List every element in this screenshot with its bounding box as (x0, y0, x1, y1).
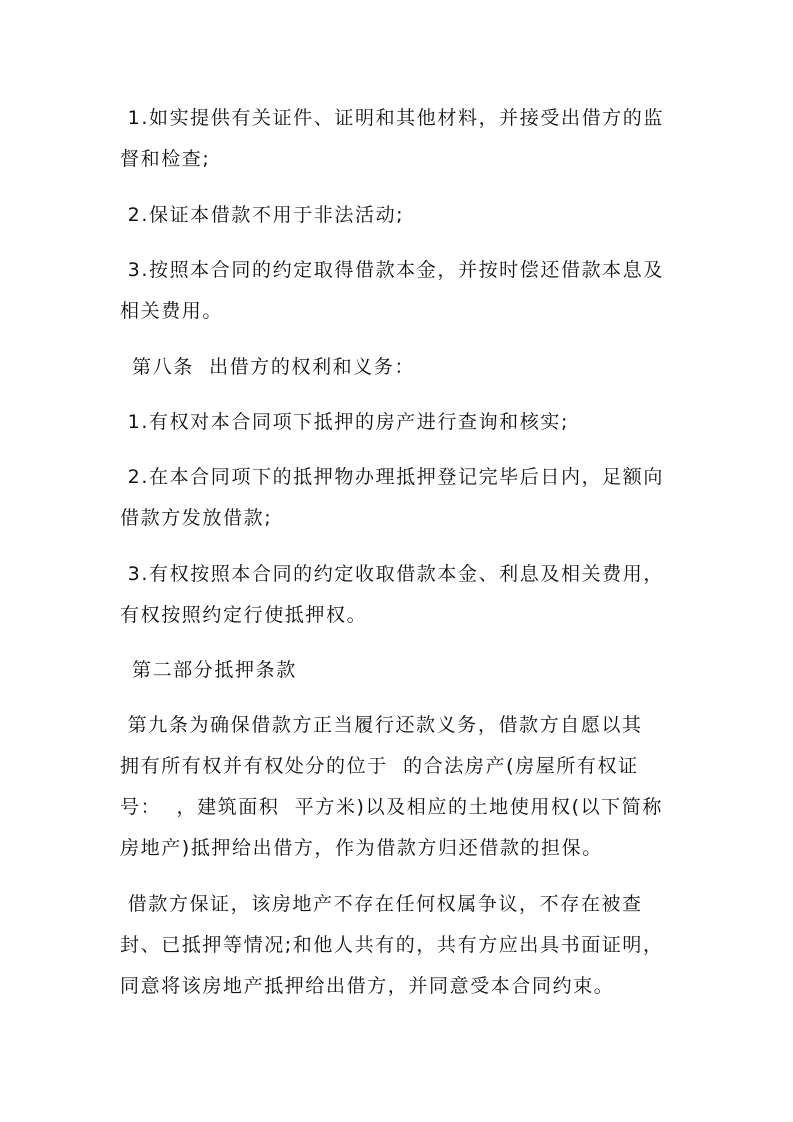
article-8-heading: 第八条 出借方的权利和义务： (132, 356, 416, 378)
paragraph-5: 1.有权对本合同项下抵押的房产进行查询和核实; (120, 411, 569, 433)
article-9-line-3: 号： ，建筑面积 平方米)以及相应的土地使用权(以下简称 (120, 796, 663, 818)
paragraph-10-line-3: 同意将该房地产抵押给出借方，并同意受本合同约束。 (120, 975, 615, 997)
article-9-line-4: 房地产)抵押给出借方，作为借款方归还借款的担保。 (120, 837, 603, 859)
paragraph-1-line-2: 督和检查; (120, 148, 211, 170)
paragraph-10-line-2: 封、已抵押等情况;和他人共有的，共有方应出具书面证明， (120, 934, 664, 956)
paragraph-7-line-1: 3.有权按照本合同的约定收取借款本金、利息及相关费用， (120, 563, 664, 585)
paragraph-2: 2.保证本借款不用于非法活动; (120, 204, 405, 226)
article-9-line-2: 拥有所有权并有权处分的位于 的合法房产(房屋所有权证 (120, 755, 639, 777)
article-9-line-1: 第九条为确保借款方正当履行还款义务，借款方自愿以其 (120, 714, 643, 736)
paragraph-1-line-1: 1.如实提供有关证件、证明和其他材料，并接受出借方的监 (120, 107, 664, 129)
paragraph-10-line-1: 借款方保证，该房地产不存在任何权属争议，不存在被查 (120, 893, 643, 915)
paragraph-6-line-1: 2.在本合同项下的抵押物办理抵押登记完毕后日内，足额向 (120, 466, 664, 488)
paragraph-6-line-2: 借款方发放借款; (120, 507, 273, 529)
part-2-heading: 第二部分抵押条款 (132, 659, 297, 681)
paragraph-3-line-2: 相关费用。 (120, 300, 224, 322)
paragraph-3-line-1: 3.按照本合同的约定取得借款本金，并按时偿还借款本息及 (120, 259, 664, 281)
paragraph-7-line-2: 有权按照约定行使抵押权。 (120, 604, 368, 626)
